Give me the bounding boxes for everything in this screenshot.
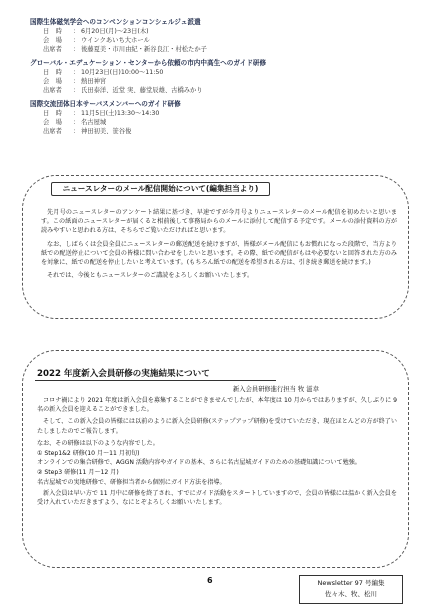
event-row-value: 熱田神宮 [81, 78, 107, 85]
row-colon: ： [73, 128, 80, 135]
event-row-label: 会 場 [43, 78, 62, 85]
event-row-label: 会 場 [43, 119, 62, 126]
row-colon: ： [73, 87, 80, 94]
newsletter-email-section [22, 175, 409, 319]
section-title: ニュースレターのメール配信開始について(編集担当より) [51, 182, 270, 196]
section-author: 新入会員研修進行担当 牧 滋韋 [233, 386, 319, 393]
section-body [37, 396, 397, 510]
body-paragraph: なお、しばらくは会員全員にニュースレターの郵送配送を続けますが、皆様がメール配信にもお慣れになった段階で、当方より紙での配送停止について会員の皆様に問い合わせをしたいと思います。その際、紙での配信がもはや必要ないと回答された方のみを対象に、紙での配送を停止したいと考えています。(もちろん紙での配送を希望される方は、引き続き郵送を続けます。) [41, 240, 397, 267]
event-row-label: 日 時 [43, 28, 62, 35]
event-list [30, 17, 410, 140]
event-attendees-row [30, 45, 410, 54]
row-colon: ： [73, 46, 80, 53]
event-row-value: 神田初美、笹谷俊 [81, 128, 132, 135]
event-row-value: 後藤夏美・市川由紀・新谷良江・村松たか子 [81, 46, 207, 53]
row-colon: ： [73, 78, 80, 85]
event-title: 国際生体磁気学会へのコンベンションコンシェルジュ派遣 [30, 18, 201, 26]
event-item [30, 17, 410, 54]
closing-paragraph: 新入会員は早い方で 11 月中に研修を終了され、すでにガイド活動をスタートしていますので、会員の皆様には温かく新入会員を受け入れていただきますよう、なにとぞよろしくお願いいたします。 [37, 489, 397, 507]
event-row-value: ウインクあいち大ホール [81, 37, 150, 44]
row-colon: ： [73, 110, 80, 117]
step-text: オンラインでの集合研修で、AGGN 活動内容やガイドの基本、さらに名古屋城ガイドのための基礎知識について勉強。 [37, 459, 361, 467]
new-member-training-section [22, 350, 409, 568]
event-row-label: 出席者 [43, 128, 62, 135]
section-body [41, 208, 397, 284]
body-paragraph: そして、この新入会員の皆様には以前のように新入会員研修(ステップアップ研修)を受けていただき、現在ほとんどの方が終了いたしましたのでご報告します。 [37, 418, 397, 435]
row-colon: ： [73, 69, 80, 76]
step-text: 名古屋城での実地研修で、研修担当者から個別にガイド方法を指導。 [37, 478, 226, 486]
editor-credit-box [299, 575, 403, 604]
event-row-value: 氏田泰洋、近堂 実、藤堂辰雄、古橋みかり [81, 87, 203, 94]
title-underline [35, 380, 276, 381]
body-paragraph: 先月号のニュースレターのアンケート結果に基づき、早速ですが今月号よりニュースレターのメール配信を初めたいと思います。この紙面のニュースレターが届くると相前後して事務局からのメールに添付して配信する予定です。メールの添付資料の方が読みやすいと思われる方は、そちらでご覧いただければと思います。 [41, 209, 397, 235]
event-row-label: 会 場 [43, 37, 62, 44]
event-title: 国際交流団体日本サーバスメンバーへのガイド研修 [30, 100, 181, 108]
step-heading: ② Step3 研修(11 月〜12 月) [37, 469, 119, 477]
event-date-row [30, 68, 410, 77]
event-title: グローバル・エデュケーション・センターから依頼の市内中高生へのガイド研修 [30, 59, 267, 67]
event-row-label: 出席者 [43, 46, 62, 53]
event-item [30, 58, 410, 95]
event-row-value: 10月23日(日)10:00〜11:50 [81, 69, 164, 76]
row-colon: ： [73, 119, 80, 126]
page-number: 6 [207, 576, 213, 585]
event-row-value: 11月5日(土)13:30〜14:30 [81, 110, 160, 117]
row-colon: ： [73, 37, 80, 44]
credit-editors: 佐々木、牧、松川 [325, 590, 377, 598]
row-colon: ： [73, 28, 80, 35]
event-date-row [30, 27, 410, 36]
event-date-row [30, 109, 410, 118]
event-row-label: 日 時 [43, 69, 62, 76]
event-item [30, 99, 410, 136]
event-row-value: 名古屋城 [81, 119, 107, 126]
body-paragraph: それでは、今後ともニュースレターのご講読をよろしくお願いいたします。 [47, 272, 254, 280]
credit-title: Newsletter 97 号編集 [317, 579, 385, 587]
event-row-label: 日 時 [43, 110, 62, 117]
section-title: 2022 年度新入会員研修の実施結果について [37, 369, 210, 379]
event-venue-row [30, 118, 410, 127]
event-venue-row [30, 36, 410, 45]
event-attendees-row [30, 127, 410, 136]
event-row-label: 出席者 [43, 87, 62, 94]
event-venue-row [30, 77, 410, 86]
intro-line: なお、その研修は以下のような内容でした。 [37, 439, 159, 447]
body-paragraph: コロナ禍により 2021 年度は新入会員を募集することができませんでしたが、本年度は 10 月からではありますが、久しぶりに 9 名の新入会員を迎えることができました。 [37, 397, 397, 414]
event-row-value: 6月20日(月)〜23日(木) [81, 28, 149, 35]
event-attendees-row [30, 86, 410, 95]
step-heading: ① Step1&2 研修(10 月〜11 月初旬) [37, 450, 140, 458]
